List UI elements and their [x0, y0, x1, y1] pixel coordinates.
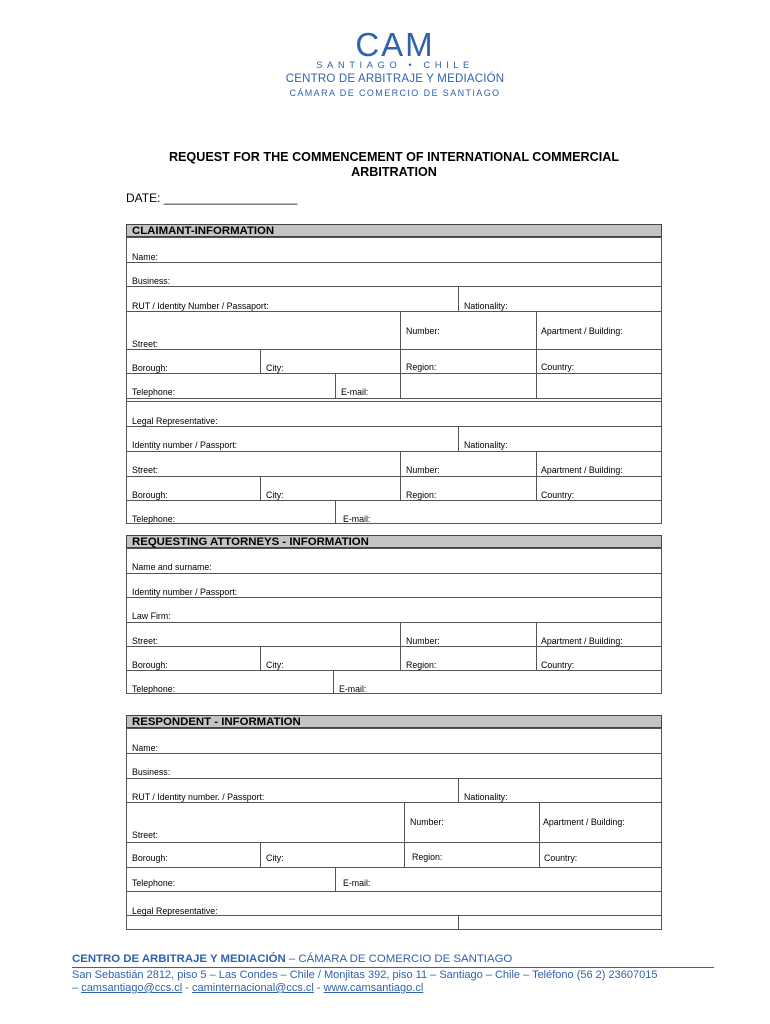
attorney-apartment-field[interactable]: Apartment / Building: — [541, 636, 623, 646]
claimant-legal-rep-field[interactable]: Legal Representative: — [132, 416, 218, 426]
respondent-region-field[interactable]: Region: — [412, 852, 443, 862]
attorney-identity-field[interactable]: Identity number / Passport: — [132, 587, 238, 597]
logo-line-1: CENTRO DE ARBITRAJE Y MEDIACIÓN — [285, 73, 505, 85]
claimant-lr-number-field[interactable]: Number: — [406, 465, 440, 475]
claimant-section-header: CLAIMANT-INFORMATION — [126, 224, 662, 237]
claimant-rut-field[interactable]: RUT / Identity Number / Passaport: — [132, 301, 269, 311]
respondent-city-field[interactable]: City: — [266, 853, 284, 863]
respondent-legal-rep-field[interactable]: Legal Representative: — [132, 906, 218, 916]
attorney-telephone-field[interactable]: Telephone: — [132, 684, 176, 694]
footer-title — [72, 953, 512, 965]
footer-divider — [72, 967, 714, 968]
claimant-number-field[interactable]: Number: — [406, 326, 440, 336]
attorneys-section-header: REQUESTING ATTORNEYS - INFORMATION — [126, 535, 662, 548]
footer-dash: – — [72, 982, 82, 994]
attorney-law-firm-field[interactable]: Law Firm: — [132, 611, 171, 621]
respondent-country-field[interactable]: Country: — [544, 853, 578, 863]
claimant-lr-country-field[interactable]: Country: — [541, 490, 575, 500]
claimant-region-field[interactable]: Region: — [406, 362, 437, 372]
title-line-1: REQUEST FOR THE COMMENCEMENT OF INTERNATIONAL COMMERCIAL — [168, 150, 620, 164]
attorney-name-field[interactable]: Name and surname: — [132, 562, 212, 572]
claimant-city-field[interactable]: City: — [266, 363, 284, 373]
attorney-region-field[interactable]: Region: — [406, 660, 437, 670]
cam-logo — [0, 28, 770, 102]
claimant-name-field[interactable]: Name: — [132, 252, 158, 262]
attorney-email-field[interactable]: E-mail: — [339, 684, 367, 694]
claimant-lr-identity-field[interactable]: Identity number / Passport: — [132, 440, 238, 450]
respondent-name-field[interactable]: Name: — [132, 743, 158, 753]
respondent-street-field[interactable]: Street: — [132, 830, 158, 840]
date-field[interactable]: DATE: ____________________ — [126, 191, 298, 205]
respondent-email-field[interactable]: E-mail: — [343, 878, 371, 888]
respondent-business-field[interactable]: Business: — [132, 767, 171, 777]
attorney-number-field[interactable]: Number: — [406, 636, 440, 646]
footer-website-link[interactable]: www.camsantiago.cl — [323, 982, 424, 994]
page-title — [130, 150, 658, 180]
respondent-nationality-field[interactable]: Nationality: — [464, 792, 508, 802]
respondent-telephone-field[interactable]: Telephone: — [132, 878, 176, 888]
claimant-lr-borough-field[interactable]: Borough: — [132, 490, 168, 500]
respondent-section-header: RESPONDENT - INFORMATION — [126, 715, 662, 728]
claimant-lr-email-field[interactable]: E-mail: — [343, 514, 371, 524]
claimant-lr-nationality-field[interactable]: Nationality: — [464, 440, 508, 450]
respondent-rut-field[interactable]: RUT / Identity number. / Passport: — [132, 792, 265, 802]
logo-line-2: CÁMARA DE COMERCIO DE SANTIAGO — [289, 88, 501, 98]
footer-email-caminternacional-link[interactable]: caminternacional@ccs.cl — [192, 982, 314, 994]
respondent-form-box — [126, 728, 662, 930]
footer-title-rest: – CÁMARA DE COMERCIO DE SANTIAGO — [285, 953, 513, 965]
attorney-country-field[interactable]: Country: — [541, 660, 575, 670]
footer-address: San Sebastián 2812, piso 5 – Las Condes – Chile / Monjitas 392, piso 11 – Santiago – Chile – Teléfono (56 2) 23607015 — [72, 969, 658, 981]
claimant-business-field[interactable]: Business: — [132, 276, 171, 286]
respondent-borough-field[interactable]: Borough: — [132, 853, 168, 863]
claimant-country-field[interactable]: Country: — [541, 362, 575, 372]
claimant-nationality-field[interactable]: Nationality: — [464, 301, 508, 311]
claimant-email-field[interactable]: E-mail: — [341, 387, 369, 397]
respondent-number-field[interactable]: Number: — [410, 817, 444, 827]
footer-separator: - — [182, 982, 193, 994]
title-line-2: ARBITRATION — [351, 165, 437, 179]
claimant-street-field[interactable]: Street: — [132, 339, 158, 349]
claimant-lr-apartment-field[interactable]: Apartment / Building: — [541, 465, 623, 475]
attorney-borough-field[interactable]: Borough: — [132, 660, 168, 670]
footer-email-camsantiago-link[interactable]: camsantiago@ccs.cl — [81, 982, 183, 994]
claimant-apartment-field[interactable]: Apartment / Building: — [541, 326, 623, 336]
claimant-lr-city-field[interactable]: City: — [266, 490, 284, 500]
claimant-lr-street-field[interactable]: Street: — [132, 465, 158, 475]
claimant-telephone-field[interactable]: Telephone: — [132, 387, 176, 397]
claimant-lr-telephone-field[interactable]: Telephone: — [132, 514, 176, 524]
logo-subtitle: SANTIAGO • CHILE — [316, 60, 474, 71]
claimant-lr-region-field[interactable]: Region: — [406, 490, 437, 500]
claimant-borough-field[interactable]: Borough: — [132, 363, 168, 373]
footer-contact-links — [72, 982, 423, 994]
footer-separator: - — [313, 982, 324, 994]
footer-title-bold: CENTRO DE ARBITRAJE Y MEDIACIÓN — [72, 953, 286, 965]
attorney-city-field[interactable]: City: — [266, 660, 284, 670]
logo-wordmark: CAM — [355, 26, 435, 63]
attorney-street-field[interactable]: Street: — [132, 636, 158, 646]
respondent-apartment-field[interactable]: Apartment / Building: — [543, 817, 625, 827]
claimant-form-box — [126, 237, 662, 524]
